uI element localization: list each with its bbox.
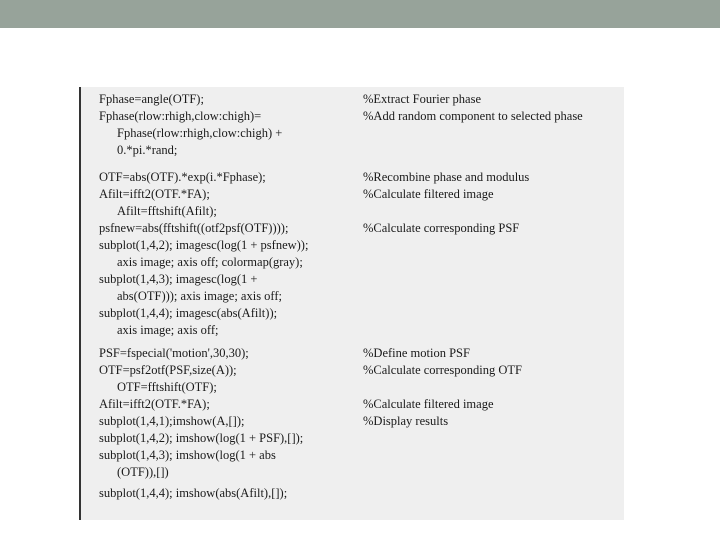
code-line [81,413,624,430]
code-text: Afilt=ifft2(OTF.*FA); [99,187,210,201]
code-comment: %Define motion PSF [363,346,470,360]
code-text: PSF=fspecial('motion',30,30); [99,346,249,360]
slide-header-bar [0,0,720,28]
code-comment: %Calculate filtered image [363,397,494,411]
code-line [81,379,624,396]
code-line [81,125,624,142]
code-line [81,322,624,339]
code-line [81,142,624,159]
code-text: (OTF)),[]) [117,465,169,479]
code-text: Fphase=angle(OTF); [99,92,204,106]
code-text: Afilt=fftshift(Afilt); [117,204,217,218]
code-line [81,305,624,322]
code-line [81,254,624,271]
code-line [81,485,624,502]
code-text: subplot(1,4,2); imshow(log(1 + PSF),[]); [99,431,304,445]
code-line [81,430,624,447]
code-line [81,203,624,220]
code-line [81,169,624,186]
code-text: axis image; axis off; colormap(gray); [117,255,303,269]
code-comment: %Calculate corresponding OTF [363,363,522,377]
code-comment: %Calculate filtered image [363,187,494,201]
code-comment: %Add random component to selected phase [363,109,583,123]
code-comment: %Extract Fourier phase [363,92,482,106]
code-text: abs(OTF))); axis image; axis off; [117,289,283,303]
code-text: subplot(1,4,1);imshow(A,[]); [99,414,245,428]
code-text: subplot(1,4,3); imagesc(log(1 + [99,272,258,286]
code-line [81,447,624,464]
code-text: psfnew=abs(fftshift((otf2psf(OTF)))); [99,221,289,235]
code-text: Fphase(rlow:rhigh,clow:chigh)= [99,109,262,123]
code-line [81,108,624,125]
code-comment: %Recombine phase and modulus [363,170,530,184]
code-text: Afilt=ifft2(OTF.*FA); [99,397,210,411]
code-text: axis image; axis off; [117,323,219,337]
code-text: subplot(1,4,4); imagesc(abs(Afilt)); [99,306,278,320]
code-line [81,220,624,237]
code-text: OTF=fftshift(OTF); [117,380,217,394]
code-line [81,362,624,379]
code-text: OTF=abs(OTF).*exp(i.*Fphase); [99,170,266,184]
code-line [81,91,624,108]
code-comment: %Calculate corresponding PSF [363,221,520,235]
code-text: OTF=psf2otf(PSF,size(A)); [99,363,237,377]
code-line [81,271,624,288]
code-comment: %Display results [363,414,449,428]
code-line [81,464,624,481]
code-line [81,345,624,362]
code-line [81,186,624,203]
code-text: subplot(1,4,4); imshow(abs(Afilt),[]); [99,486,288,500]
code-text: Fphase(rlow:rhigh,clow:chigh) + [117,126,283,140]
code-line [81,288,624,305]
code-line [81,396,624,413]
code-listing [79,87,624,520]
code-text: subplot(1,4,2); imagesc(log(1 + psfnew)); [99,238,309,252]
code-line [81,237,624,254]
code-text: subplot(1,4,3); imshow(log(1 + abs [99,448,276,462]
code-text: 0.*pi.*rand; [117,143,178,157]
